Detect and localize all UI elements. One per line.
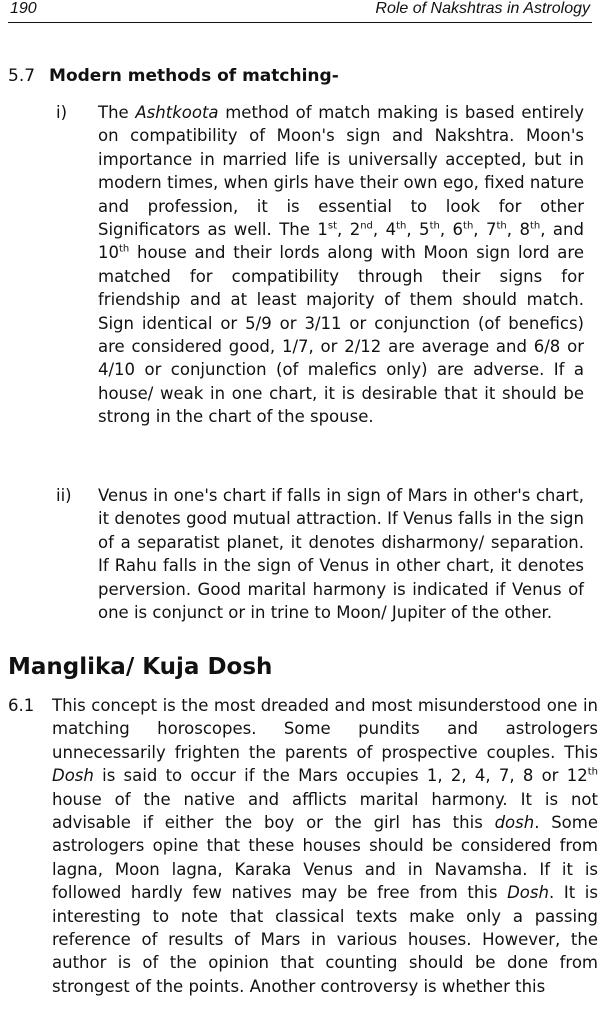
chapter-heading: Manglika/ Kuja Dosh bbox=[8, 654, 273, 680]
list-marker: ii) bbox=[56, 486, 72, 505]
running-title: Role of Nakshtras in Astrology bbox=[375, 0, 590, 17]
page-number: 190 bbox=[10, 0, 37, 17]
paragraph-manglika: This concept is the most dreaded and most misunderstood one in matching horoscopes. Some pundits and astrologers unnecessarily frighten the parents of prospective couples. This Dosh is said to occur if the Mars occupies 1, 2, 4, 7, 8 or 12th house of the native and afflicts marital harmony. It is not advisable if either the boy or the girl has this dosh. Some astrologers opine that these houses should be considered from lagna, Moon lagna, Karaka Venus and in Navamsha. If it is followed hardly few natives may be free from this Dosh. It is interesting to note that classical texts make only a passing reference of results of Mars in various houses. However, the author is of the opinion that counting should be done from strongest of the points. Another controversy is whether this bbox=[52, 696, 598, 996]
term-ashtkoota: Ashtkoota bbox=[135, 103, 219, 122]
paragraph-number: 6.1 bbox=[8, 696, 35, 715]
paragraph-ashtkoota: The Ashtkoota method of match making is based entirely on compatibility of Moon's sign and Nakshtra. Moon's importance in married life is universally accepted, but in modern times, when girls have their own ego, fixed nature and profession, it is essential to look for other Significators as well. The 1st, 2nd, 4th, 5th, 6th, 7th, 8th, and 10th house and their lords along with Moon sign lord are matched for compatibility through their signs for friendship and at least majority of them should match. Sign identical or 5/9 or 3/11 or conjunction (of benefics) are considered good, 1/7, or 2/12 are average and 6/8 or 4/10 or conjunction (of malefics only) are adverse. If a house/ weak in one chart, it is desirable that it should be strong in the chart of the spouse. bbox=[98, 103, 584, 427]
section-title: Modern methods of matching- bbox=[49, 66, 339, 86]
section-heading bbox=[8, 66, 339, 86]
paragraph-venus: Venus in one's chart if falls in sign of Mars in other's chart, it denotes good mutual attraction. If Venus falls in the sign of a separatist planet, it denotes disharmony/ separation. If Rahu falls in the sign of Venus in other chart, it denotes perversion. Good marital harmony is indicated if Venus of one is conjunct or in trine to Moon/ Jupiter of the other. bbox=[98, 486, 584, 623]
page-header bbox=[8, 0, 592, 23]
section-number: 5.7 bbox=[8, 66, 36, 86]
list-marker: i) bbox=[56, 103, 68, 122]
